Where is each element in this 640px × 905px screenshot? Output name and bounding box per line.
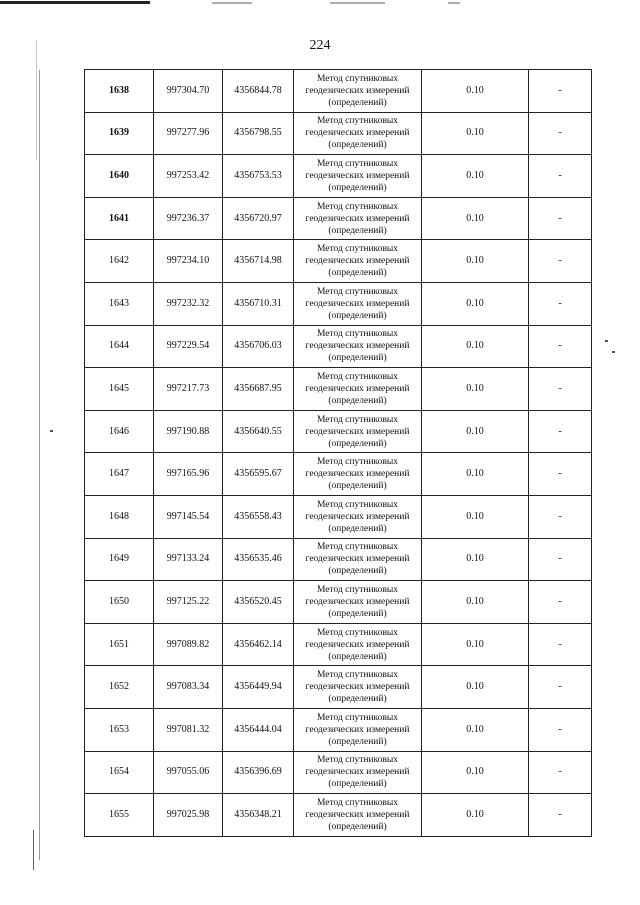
method-cell: Метод спутниковых геодезических измерений (определений) — [294, 155, 422, 198]
description-cell: - — [529, 623, 592, 666]
description-cell: - — [529, 751, 592, 794]
y-coordinate-cell: 4356462.14 — [223, 623, 294, 666]
method-cell: Метод спутниковых геодезических измерений (определений) — [294, 325, 422, 368]
scan-artifact-line — [39, 70, 40, 860]
accuracy-cell: 0.10 — [422, 453, 529, 496]
accuracy-cell: 0.10 — [422, 410, 529, 453]
description-cell: - — [529, 495, 592, 538]
x-coordinate-cell: 997229.54 — [154, 325, 223, 368]
method-cell: Метод спутниковых геодезических измерений (определений) — [294, 538, 422, 581]
x-coordinate-cell: 997081.32 — [154, 708, 223, 751]
description-cell: - — [529, 410, 592, 453]
y-coordinate-cell: 4356444.04 — [223, 708, 294, 751]
accuracy-cell: 0.10 — [422, 495, 529, 538]
method-cell: Метод спутниковых геодезических измерений (определений) — [294, 751, 422, 794]
method-cell: Метод спутниковых геодезических измерений (определений) — [294, 197, 422, 240]
point-number-cell: 1639 — [85, 112, 154, 155]
table-row — [85, 794, 592, 837]
method-cell: Метод спутниковых геодезических измерений (определений) — [294, 794, 422, 837]
y-coordinate-cell: 4356844.78 — [223, 70, 294, 113]
point-number-cell: 1645 — [85, 368, 154, 411]
y-coordinate-cell: 4356558.43 — [223, 495, 294, 538]
x-coordinate-cell: 997217.73 — [154, 368, 223, 411]
method-cell: Метод спутниковых геодезических измерений (определений) — [294, 623, 422, 666]
x-coordinate-cell: 997083.34 — [154, 666, 223, 709]
scan-artifact-top — [0, 0, 640, 14]
method-cell: Метод спутниковых геодезических измерений (определений) — [294, 410, 422, 453]
table-row — [85, 666, 592, 709]
description-cell: - — [529, 666, 592, 709]
point-number-cell: 1648 — [85, 495, 154, 538]
y-coordinate-cell: 4356753.53 — [223, 155, 294, 198]
point-number-cell: 1642 — [85, 240, 154, 283]
point-number-cell: 1647 — [85, 453, 154, 496]
accuracy-cell: 0.10 — [422, 708, 529, 751]
method-cell: Метод спутниковых геодезических измерений (определений) — [294, 112, 422, 155]
description-cell: - — [529, 453, 592, 496]
table-row — [85, 581, 592, 624]
point-number-cell: 1649 — [85, 538, 154, 581]
table-row — [85, 708, 592, 751]
method-cell: Метод спутниковых геодезических измерений (определений) — [294, 495, 422, 538]
scan-artifact-line — [33, 830, 34, 870]
accuracy-cell: 0.10 — [422, 70, 529, 113]
y-coordinate-cell: 4356720.97 — [223, 197, 294, 240]
table-row — [85, 325, 592, 368]
y-coordinate-cell: 4356640.55 — [223, 410, 294, 453]
point-number-cell: 1640 — [85, 155, 154, 198]
y-coordinate-cell: 4356348.21 — [223, 794, 294, 837]
y-coordinate-cell: 4356714.98 — [223, 240, 294, 283]
description-cell: - — [529, 155, 592, 198]
y-coordinate-cell: 4356706.03 — [223, 325, 294, 368]
description-cell: - — [529, 708, 592, 751]
y-coordinate-cell: 4356396.69 — [223, 751, 294, 794]
accuracy-cell: 0.10 — [422, 282, 529, 325]
coordinates-table — [84, 69, 592, 837]
table-row — [85, 282, 592, 325]
scan-speck — [612, 351, 615, 353]
point-number-cell: 1638 — [85, 70, 154, 113]
x-coordinate-cell: 997232.32 — [154, 282, 223, 325]
accuracy-cell: 0.10 — [422, 666, 529, 709]
x-coordinate-cell: 997055.06 — [154, 751, 223, 794]
y-coordinate-cell: 4356535.46 — [223, 538, 294, 581]
description-cell: - — [529, 794, 592, 837]
accuracy-cell: 0.10 — [422, 368, 529, 411]
table-row — [85, 368, 592, 411]
table-row — [85, 453, 592, 496]
table-row — [85, 240, 592, 283]
y-coordinate-cell: 4356449.94 — [223, 666, 294, 709]
point-number-cell: 1654 — [85, 751, 154, 794]
accuracy-cell: 0.10 — [422, 112, 529, 155]
accuracy-cell: 0.10 — [422, 794, 529, 837]
description-cell: - — [529, 368, 592, 411]
method-cell: Метод спутниковых геодезических измерений (определений) — [294, 368, 422, 411]
x-coordinate-cell: 997125.22 — [154, 581, 223, 624]
page-number: 224 — [309, 38, 331, 53]
table-row — [85, 751, 592, 794]
accuracy-cell: 0.10 — [422, 197, 529, 240]
x-coordinate-cell: 997236.37 — [154, 197, 223, 240]
method-cell: Метод спутниковых геодезических измерений (определений) — [294, 453, 422, 496]
accuracy-cell: 0.10 — [422, 240, 529, 283]
scan-artifact-line — [36, 40, 37, 160]
point-number-cell: 1655 — [85, 794, 154, 837]
accuracy-cell: 0.10 — [422, 623, 529, 666]
y-coordinate-cell: 4356798.55 — [223, 112, 294, 155]
x-coordinate-cell: 997145.54 — [154, 495, 223, 538]
y-coordinate-cell: 4356687.95 — [223, 368, 294, 411]
x-coordinate-cell: 997304.70 — [154, 70, 223, 113]
table-row — [85, 410, 592, 453]
x-coordinate-cell: 997253.42 — [154, 155, 223, 198]
table-row — [85, 112, 592, 155]
description-cell: - — [529, 197, 592, 240]
table-row — [85, 70, 592, 113]
accuracy-cell: 0.10 — [422, 155, 529, 198]
method-cell: Метод спутниковых геодезических измерений (определений) — [294, 70, 422, 113]
point-number-cell: 1641 — [85, 197, 154, 240]
y-coordinate-cell: 4356710.31 — [223, 282, 294, 325]
method-cell: Метод спутниковых геодезических измерений (определений) — [294, 581, 422, 624]
x-coordinate-cell: 997089.82 — [154, 623, 223, 666]
description-cell: - — [529, 240, 592, 283]
description-cell: - — [529, 70, 592, 113]
x-coordinate-cell: 997133.24 — [154, 538, 223, 581]
y-coordinate-cell: 4356595.67 — [223, 453, 294, 496]
point-number-cell: 1644 — [85, 325, 154, 368]
x-coordinate-cell: 997234.10 — [154, 240, 223, 283]
accuracy-cell: 0.10 — [422, 581, 529, 624]
method-cell: Метод спутниковых геодезических измерений (определений) — [294, 240, 422, 283]
point-number-cell: 1643 — [85, 282, 154, 325]
description-cell: - — [529, 282, 592, 325]
method-cell: Метод спутниковых геодезических измерений (определений) — [294, 666, 422, 709]
x-coordinate-cell: 997277.96 — [154, 112, 223, 155]
point-number-cell: 1652 — [85, 666, 154, 709]
method-cell: Метод спутниковых геодезических измерений (определений) — [294, 282, 422, 325]
coordinates-table-body — [85, 70, 592, 837]
table-row — [85, 155, 592, 198]
table-row — [85, 197, 592, 240]
point-number-cell: 1646 — [85, 410, 154, 453]
scan-speck — [605, 340, 608, 342]
table-row — [85, 538, 592, 581]
method-cell: Метод спутниковых геодезических измерений (определений) — [294, 708, 422, 751]
table-row — [85, 495, 592, 538]
point-number-cell: 1650 — [85, 581, 154, 624]
x-coordinate-cell: 997190.88 — [154, 410, 223, 453]
point-number-cell: 1651 — [85, 623, 154, 666]
scan-speck — [50, 430, 53, 432]
y-coordinate-cell: 4356520.45 — [223, 581, 294, 624]
description-cell: - — [529, 538, 592, 581]
x-coordinate-cell: 997165.96 — [154, 453, 223, 496]
accuracy-cell: 0.10 — [422, 325, 529, 368]
x-coordinate-cell: 997025.98 — [154, 794, 223, 837]
table-row — [85, 623, 592, 666]
accuracy-cell: 0.10 — [422, 751, 529, 794]
accuracy-cell: 0.10 — [422, 538, 529, 581]
description-cell: - — [529, 325, 592, 368]
description-cell: - — [529, 581, 592, 624]
description-cell: - — [529, 112, 592, 155]
point-number-cell: 1653 — [85, 708, 154, 751]
